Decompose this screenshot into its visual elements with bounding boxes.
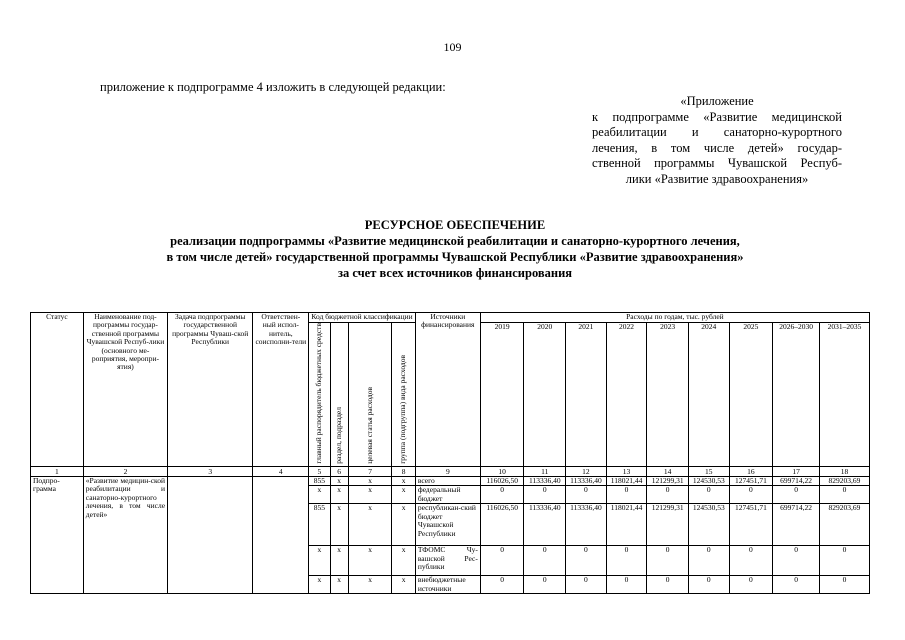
header-code-article: целевая статья расходов <box>348 323 392 467</box>
appendix-title: «Приложение <box>680 94 754 108</box>
value-cell: 0 <box>773 576 820 594</box>
value-cell: 0 <box>566 546 607 576</box>
col-number: 15 <box>688 467 729 477</box>
value-cell: 0 <box>647 546 689 576</box>
source-cell: ТФОМС Чу-вашской Рес-публики <box>415 546 480 576</box>
appendix-line: реабилитации и санаторно-курортного <box>592 125 842 140</box>
value-cell: 0 <box>480 486 524 504</box>
code-cell: x <box>330 504 348 546</box>
value-cell: 113336,40 <box>524 477 566 486</box>
value-cell: 0 <box>729 576 773 594</box>
value-cell: 0 <box>606 546 647 576</box>
col-number: 9 <box>415 467 480 477</box>
code-cell: x <box>330 546 348 576</box>
code-cell: x <box>392 486 415 504</box>
header-code-group: группа (подгруппа) вида расходов <box>392 323 415 467</box>
value-cell: 0 <box>773 546 820 576</box>
responsible-cell <box>253 477 309 594</box>
code-cell: x <box>330 486 348 504</box>
resource-table <box>30 312 870 594</box>
col-number: 16 <box>729 467 773 477</box>
value-cell: 0 <box>729 546 773 576</box>
code-cell: 855 <box>309 504 330 546</box>
value-cell: 124530,53 <box>688 504 729 546</box>
col-number: 8 <box>392 467 415 477</box>
col-number: 11 <box>524 467 566 477</box>
source-cell: республикан-ский бюджет Чувашской Республики <box>415 504 480 546</box>
header-year: 2026–2030 <box>773 323 820 467</box>
page-number: 109 <box>443 40 462 54</box>
col-number: 18 <box>819 467 869 477</box>
code-cell: x <box>309 546 330 576</box>
value-cell: 0 <box>647 576 689 594</box>
code-cell: x <box>392 477 415 486</box>
value-cell: 829203,69 <box>819 504 869 546</box>
value-cell: 0 <box>688 576 729 594</box>
header-expenses: Расходы по годам, тыс. рублей <box>480 313 869 323</box>
value-cell: 829203,69 <box>819 477 869 486</box>
code-cell: x <box>348 546 392 576</box>
document-heading <box>60 217 850 281</box>
value-cell: 0 <box>606 486 647 504</box>
header-year: 2022 <box>606 323 647 467</box>
value-cell: 0 <box>647 486 689 504</box>
code-cell: x <box>392 546 415 576</box>
heading-line: в том числе детей» государственной программы Чувашской Республики «Развитие здравоохранения» <box>166 250 744 264</box>
header-code-section: раздел, подраздел <box>330 323 348 467</box>
heading-line: реализации подпрограммы «Развитие медицинской реабилитации и санаторно-курортного лечения, <box>170 234 740 248</box>
value-cell: 116026,50 <box>480 477 524 486</box>
value-cell: 124530,53 <box>688 477 729 486</box>
header-year: 2020 <box>524 323 566 467</box>
header-task: Задача подпрограммы государственной программы Чуваш-ской Республики <box>168 313 253 467</box>
header-name: Наименование под-программы государ-ственной программы Чувашской Респуб-лики (основного ме-роприятия, меропри-ятия) <box>83 313 167 467</box>
value-cell: 0 <box>819 576 869 594</box>
col-number: 12 <box>566 467 607 477</box>
header-year: 2025 <box>729 323 773 467</box>
header-year: 2021 <box>566 323 607 467</box>
value-cell: 0 <box>524 576 566 594</box>
header-responsible: Ответствен-ный испол-нитель, соисполни-тели <box>253 313 309 467</box>
code-cell: x <box>348 486 392 504</box>
value-cell: 118021,44 <box>606 477 647 486</box>
value-cell: 0 <box>729 486 773 504</box>
appendix-line: к подпрограмме «Развитие медицинской <box>592 109 842 124</box>
appendix-block <box>592 94 842 188</box>
code-cell: x <box>309 486 330 504</box>
code-cell: x <box>309 576 330 594</box>
intro-text: приложение к подпрограмме 4 изложить в следующей редакции: <box>100 80 446 94</box>
value-cell: 113336,40 <box>566 477 607 486</box>
value-cell: 0 <box>566 576 607 594</box>
value-cell: 0 <box>688 546 729 576</box>
col-number: 1 <box>31 467 84 477</box>
source-cell: внебюджетные источники <box>415 576 480 594</box>
value-cell: 121299,31 <box>647 477 689 486</box>
value-cell: 0 <box>524 546 566 576</box>
value-cell: 0 <box>524 486 566 504</box>
header-budget-code: Код бюджетной классификации <box>309 313 416 323</box>
value-cell: 127451,71 <box>729 477 773 486</box>
value-cell: 118021,44 <box>606 504 647 546</box>
col-number: 2 <box>83 467 167 477</box>
code-cell: x <box>330 477 348 486</box>
col-number: 17 <box>773 467 820 477</box>
header-year: 2023 <box>647 323 689 467</box>
code-cell: x <box>330 576 348 594</box>
header-sources: Источники финансирования <box>415 313 480 467</box>
code-cell: 855 <box>309 477 330 486</box>
value-cell: 0 <box>606 576 647 594</box>
col-number: 3 <box>168 467 253 477</box>
value-cell: 0 <box>819 486 869 504</box>
col-number: 5 <box>309 467 330 477</box>
source-cell: федеральный бюджет <box>415 486 480 504</box>
heading-title: РЕСУРСНОЕ ОБЕСПЕЧЕНИЕ <box>364 218 546 232</box>
name-cell: «Развитие медицин-ской реабилитации и санаторно-курортного лечения, в том числе детей» <box>83 477 167 594</box>
header-status: Статус <box>31 313 84 467</box>
value-cell: 699714,22 <box>773 504 820 546</box>
appendix-last-line: лики «Развитие здравоохранения» <box>625 171 809 186</box>
code-cell: x <box>348 576 392 594</box>
header-code-grbs: главный распорядитель бюджетных средств <box>309 323 330 467</box>
header-year: 2024 <box>688 323 729 467</box>
appendix-line: ственной программы Чувашской Респуб- <box>592 156 842 171</box>
value-cell: 0 <box>688 486 729 504</box>
code-cell: x <box>392 504 415 546</box>
value-cell: 113336,40 <box>524 504 566 546</box>
value-cell: 127451,71 <box>729 504 773 546</box>
task-cell <box>168 477 253 594</box>
source-cell: всего <box>415 477 480 486</box>
column-numbers-row <box>31 467 870 477</box>
appendix-line: лечения, в том числе детей» государ- <box>592 140 842 155</box>
code-cell: x <box>348 477 392 486</box>
col-number: 4 <box>253 467 309 477</box>
value-cell: 116026,50 <box>480 504 524 546</box>
code-cell: x <box>348 504 392 546</box>
header-year: 2019 <box>480 323 524 467</box>
heading-line: за счет всех источников финансирования <box>337 266 573 280</box>
col-number: 13 <box>606 467 647 477</box>
col-number: 14 <box>647 467 689 477</box>
header-row <box>31 313 870 323</box>
col-number: 6 <box>330 467 348 477</box>
col-number: 7 <box>348 467 392 477</box>
value-cell: 0 <box>480 576 524 594</box>
value-cell: 121299,31 <box>647 504 689 546</box>
code-cell: x <box>392 576 415 594</box>
value-cell: 0 <box>566 486 607 504</box>
header-year: 2031–2035 <box>819 323 869 467</box>
value-cell: 0 <box>819 546 869 576</box>
value-cell: 699714,22 <box>773 477 820 486</box>
status-cell: Подпро-грамма <box>31 477 84 594</box>
value-cell: 0 <box>480 546 524 576</box>
value-cell: 0 <box>773 486 820 504</box>
value-cell: 113336,40 <box>566 504 607 546</box>
col-number: 10 <box>480 467 524 477</box>
